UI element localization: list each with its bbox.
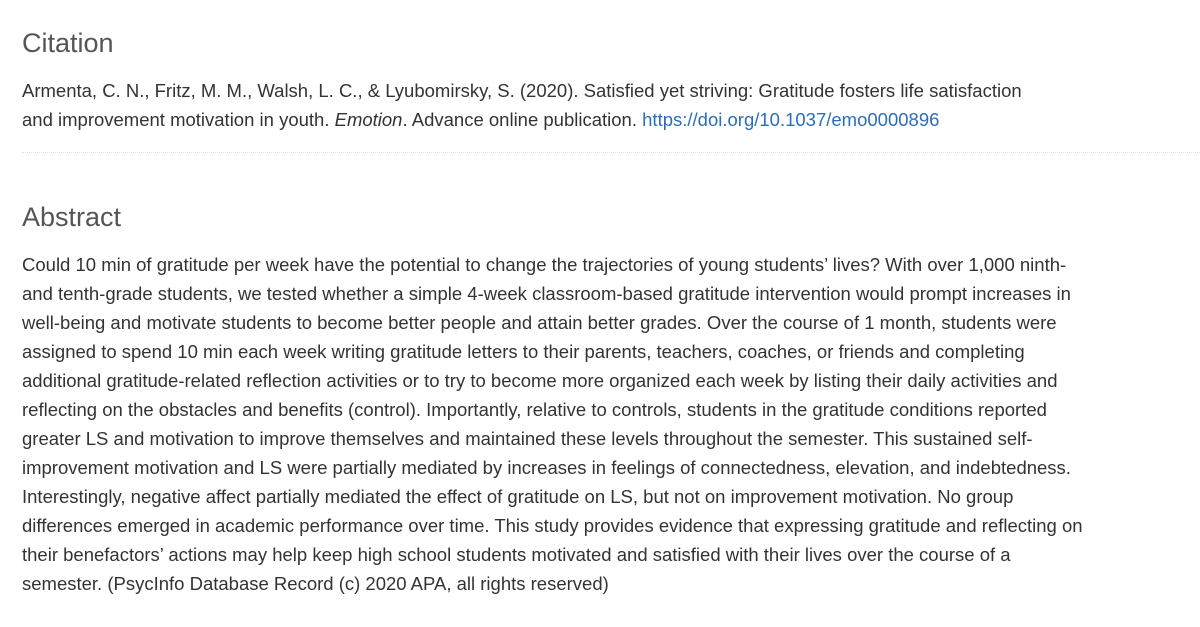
abstract-line: assigned to spend 10 min each week writing gratitude letters to their parents, teachers, coaches, or friends and completing — [22, 341, 1025, 362]
abstract-line: and tenth-grade students, we tested whether a simple 4-week classroom-based gratitude intervention would prompt increases in — [22, 283, 1071, 304]
abstract-line: Interestingly, negative affect partially mediated the effect of gratitude on LS, but not on improvement motivation. No group — [22, 486, 1014, 507]
citation-text — [22, 76, 1172, 134]
section-divider — [22, 152, 1200, 153]
abstract-line: improvement motivation and LS were partially mediated by increases in feelings of connectedness, elevation, and indebtedness. — [22, 457, 1071, 478]
abstract-line: their benefactors’ actions may help keep high school students motivated and satisfied with their lives over the course of a — [22, 544, 1011, 565]
abstract-line: semester. (PsycInfo Database Record (c) 2020 APA, all rights reserved) — [22, 573, 609, 594]
abstract-line: well-being and motivate students to become better people and attain better grades. Over the course of 1 month, students were — [22, 312, 1057, 333]
citation-authors-title: Armenta, C. N., Fritz, M. M., Walsh, L. C., & Lyubomirsky, S. (2020). Satisfied yet striving: Gratitude fosters life satisfaction — [22, 80, 1022, 101]
abstract-line: reflecting on the obstacles and benefits (control). Importantly, relative to controls, students in the gratitude conditions reported — [22, 399, 1047, 420]
abstract-line: Could 10 min of gratitude per week have the potential to change the trajectories of young students’ lives? With over 1,000 ninth- — [22, 254, 1067, 275]
doi-link[interactable]: https://doi.org/10.1037/emo0000896 — [642, 109, 940, 130]
citation-publication-note: . Advance online publication. — [402, 109, 643, 130]
abstract-body — [22, 250, 1190, 598]
abstract-line: differences emerged in academic performance over time. This study provides evidence that expressing gratitude and reflecting on — [22, 515, 1083, 536]
abstract-line: additional gratitude-related reflection activities or to try to become more organized each week by listing their daily activities and — [22, 370, 1058, 391]
abstract-heading: Abstract — [22, 202, 122, 232]
citation-title-continued: and improvement motivation in youth. — [22, 109, 335, 130]
citation-journal: Emotion — [334, 109, 403, 130]
abstract-line: greater LS and motivation to improve themselves and maintained these levels throughout the semester. This sustained self- — [22, 428, 1033, 449]
citation-heading: Citation — [22, 28, 114, 58]
